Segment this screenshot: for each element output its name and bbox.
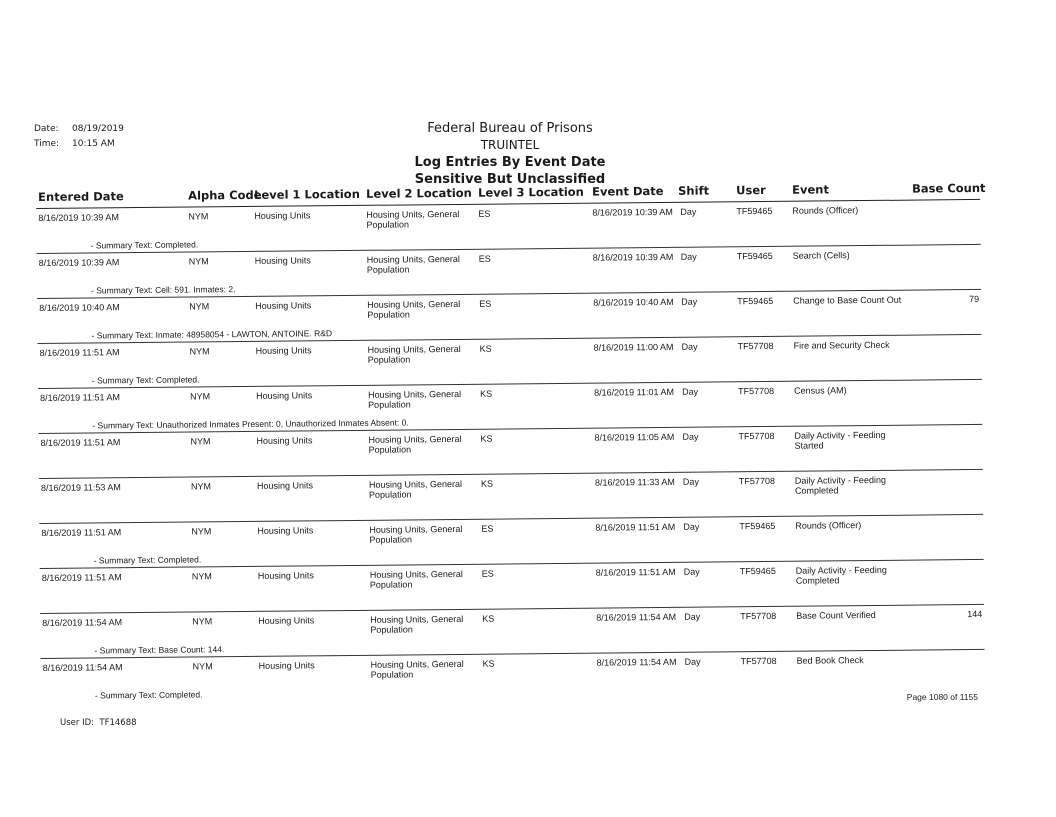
level1-cell: Housing Units	[255, 300, 312, 311]
user-cell: TF59465	[739, 520, 776, 532]
event-cell: Daily Activity - Feeding Completed	[795, 564, 887, 586]
user-cell: TF57708	[737, 385, 775, 397]
shift-cell: Day	[682, 431, 699, 442]
alpha-code-cell: NYM	[191, 526, 212, 537]
event-date-cell: 8/16/2019 10:39 AM	[592, 206, 673, 218]
time-value: 10:15 AM	[72, 139, 115, 149]
alpha-code-cell: NYM	[191, 571, 212, 582]
entered-date-cell: 8/16/2019 10:40 AM	[39, 302, 120, 313]
entered-date-cell: 8/16/2019 10:39 AM	[38, 212, 119, 223]
date-label: Date:	[34, 124, 59, 134]
entered-date-cell: 8/16/2019 10:39 AM	[38, 257, 120, 268]
entered-date-cell: 8/16/2019 11:51 AM	[40, 392, 121, 403]
alpha-code-cell: NYM	[192, 616, 213, 627]
user-id	[60, 718, 137, 728]
summary-text: - Summary Text: Completed.	[91, 374, 200, 386]
event-cell: Rounds (Officer)	[795, 520, 862, 531]
level1-cell: Housing Units	[258, 615, 315, 626]
level1-cell: Housing Units	[255, 345, 312, 356]
summary-text: - Summary Text: Completed.	[94, 689, 203, 701]
event-date-cell: 8/16/2019 11:01 AM	[593, 386, 674, 398]
event-cell: Census (AM)	[793, 385, 847, 396]
time-label: Time:	[34, 139, 60, 149]
alpha-code-cell: NYM	[188, 211, 209, 222]
system-name: TRUINTEL	[480, 138, 540, 152]
level1-cell: Housing Units	[256, 480, 314, 491]
col-event-date: Event Date	[592, 183, 664, 199]
event-date-cell: 8/16/2019 11:51 AM	[595, 521, 676, 533]
col-level1: Level 1 Location	[254, 186, 360, 202]
user-cell: TF57708	[738, 475, 775, 487]
alpha-code-cell: NYM	[190, 391, 211, 402]
table-body	[36, 200, 985, 703]
level3-cell: KS	[479, 343, 492, 354]
shift-cell: Day	[683, 566, 700, 577]
entered-date-cell: 8/16/2019 11:51 AM	[41, 527, 122, 538]
level3-cell: KS	[480, 478, 493, 489]
level1-cell: Housing Units	[257, 570, 314, 581]
event-cell: Base Count Verified	[796, 609, 876, 621]
event-cell: Search (Cells)	[792, 250, 850, 261]
level2-cell: Housing Units, General Population	[369, 523, 463, 545]
alpha-code-cell: NYM	[189, 301, 210, 312]
shift-cell: Day	[682, 476, 699, 487]
level1-cell: Housing Units	[254, 210, 311, 221]
level3-cell: KS	[480, 388, 493, 399]
shift-cell: Day	[681, 386, 699, 397]
entered-date-cell: 8/16/2019 11:51 AM	[41, 572, 122, 583]
alpha-code-cell: NYM	[189, 346, 210, 357]
user-cell: TF59465	[736, 205, 773, 217]
user-cell: TF59465	[739, 565, 776, 577]
level3-cell: ES	[478, 208, 491, 219]
level2-cell: Housing Units, General Population	[370, 658, 464, 680]
user-id-value: TF14688	[99, 718, 137, 728]
level3-cell: KS	[480, 433, 493, 444]
page-number: Page 1080 of 1155	[906, 692, 978, 702]
event-cell: Fire and Security Check	[793, 339, 890, 351]
level1-cell: Housing Units	[258, 660, 315, 671]
level2-cell: Housing Units, General Population	[368, 478, 463, 500]
col-entered-date: Entered Date	[38, 189, 124, 204]
col-shift: Shift	[678, 183, 710, 198]
level1-cell: Housing Units	[257, 525, 314, 536]
shift-cell: Day	[684, 611, 701, 622]
level3-cell: ES	[478, 253, 491, 264]
level1-cell: Housing Units	[256, 435, 313, 446]
user-cell: TF57708	[740, 610, 777, 622]
col-level2: Level 2 Location	[366, 185, 472, 201]
base-count-cell: 144	[967, 608, 983, 620]
alpha-code-cell: NYM	[190, 481, 211, 492]
col-level3: Level 3 Location	[478, 184, 584, 200]
event-date-cell: 8/16/2019 10:40 AM	[593, 296, 674, 308]
base-count-cell: 79	[969, 293, 980, 305]
level2-cell: Housing Units, General Population	[368, 433, 462, 455]
classification-label: Sensitive But Unclassified	[414, 172, 606, 187]
shift-cell: Day	[680, 251, 697, 262]
col-event: Event	[792, 182, 830, 197]
level3-cell: KS	[482, 658, 495, 669]
event-date-cell: 8/16/2019 11:54 AM	[596, 611, 677, 623]
summary-text: - Summary Text: Completed.	[90, 239, 199, 251]
shift-cell: Day	[684, 656, 701, 667]
event-date-cell: 8/16/2019 11:54 AM	[596, 656, 677, 668]
alpha-code-cell: NYM	[190, 436, 211, 447]
user-cell: TF59465	[736, 250, 773, 262]
entered-date-cell: 8/16/2019 11:54 AM	[42, 662, 123, 673]
level1-cell: Housing Units	[256, 390, 313, 401]
user-cell: TF57708	[740, 655, 777, 667]
event-cell: Change to Base Count Out	[793, 294, 902, 306]
entered-date-cell: 8/16/2019 11:51 AM	[39, 347, 120, 358]
event-date-cell: 8/16/2019 10:39 AM	[592, 251, 674, 263]
user-cell: TF57708	[738, 430, 775, 442]
alpha-code-cell: NYM	[188, 256, 209, 267]
level1-cell: Housing Units	[254, 255, 311, 266]
col-alpha-code: Alpha Code	[188, 187, 262, 203]
summary-text: - Summary Text: Completed.	[93, 554, 202, 566]
summary-text: - Summary Text: Cell: 591. Inmates: 2.	[90, 284, 236, 296]
level3-cell: ES	[479, 298, 492, 309]
alpha-code-cell: NYM	[192, 661, 213, 672]
user-id-label: User ID:	[60, 718, 94, 728]
entered-date-cell: 8/16/2019 11:53 AM	[40, 482, 121, 493]
event-cell: Daily Activity - Feeding Started	[794, 429, 886, 451]
log-entries-table	[36, 173, 985, 703]
level2-cell: Housing Units, General Population	[366, 208, 460, 230]
event-date-cell: 8/16/2019 11:00 AM	[593, 341, 674, 353]
event-cell: Daily Activity - Feeding Completed	[794, 474, 886, 496]
event-date-cell: 8/16/2019 11:05 AM	[594, 431, 675, 443]
shift-cell: Day	[683, 521, 700, 532]
summary-text: - Summary Text: Unauthorized Inmates Present: 0, Unauthorized Inmates Absent: 0.	[92, 417, 409, 431]
level2-cell: Housing Units, General Population	[367, 343, 461, 365]
date-value: 08/19/2019	[72, 124, 124, 134]
user-cell: TF59465	[737, 295, 774, 307]
level3-cell: ES	[481, 568, 494, 579]
summary-text: - Summary Text: Inmate: 48958054 - LAWTON, ANTOINE. R&D	[91, 328, 333, 341]
col-user: User	[736, 182, 766, 198]
shift-cell: Day	[681, 341, 698, 352]
user-cell: TF57708	[737, 340, 774, 352]
report-time	[34, 139, 115, 149]
report-date	[34, 124, 124, 134]
shift-cell: Day	[680, 206, 697, 217]
log-entry	[41, 649, 985, 703]
event-cell: Bed Book Check	[796, 655, 864, 666]
event-date-cell: 8/16/2019 11:51 AM	[595, 566, 676, 578]
entered-date-cell: 8/16/2019 11:54 AM	[42, 617, 123, 628]
col-base-count: Base Count	[912, 180, 986, 196]
level2-cell: Housing Units, General Population	[368, 388, 462, 410]
event-date-cell: 8/16/2019 11:33 AM	[594, 476, 675, 488]
summary-text: - Summary Text: Base Count: 144.	[94, 644, 225, 656]
level2-cell: Housing Units, General Population	[369, 568, 463, 590]
shift-cell: Day	[681, 296, 698, 307]
event-cell: Rounds (Officer)	[792, 205, 859, 216]
level2-cell: Housing Units, General Population	[367, 298, 461, 320]
level3-cell: KS	[482, 613, 495, 624]
organization-name: Federal Bureau of Prisons	[427, 121, 593, 136]
report-title: Log Entries By Event Date	[414, 155, 606, 170]
level3-cell: ES	[481, 523, 494, 534]
level2-cell: Housing Units, General Population	[366, 253, 460, 275]
level2-cell: Housing Units, General Population	[370, 613, 464, 635]
entered-date-cell: 8/16/2019 11:51 AM	[40, 437, 121, 448]
